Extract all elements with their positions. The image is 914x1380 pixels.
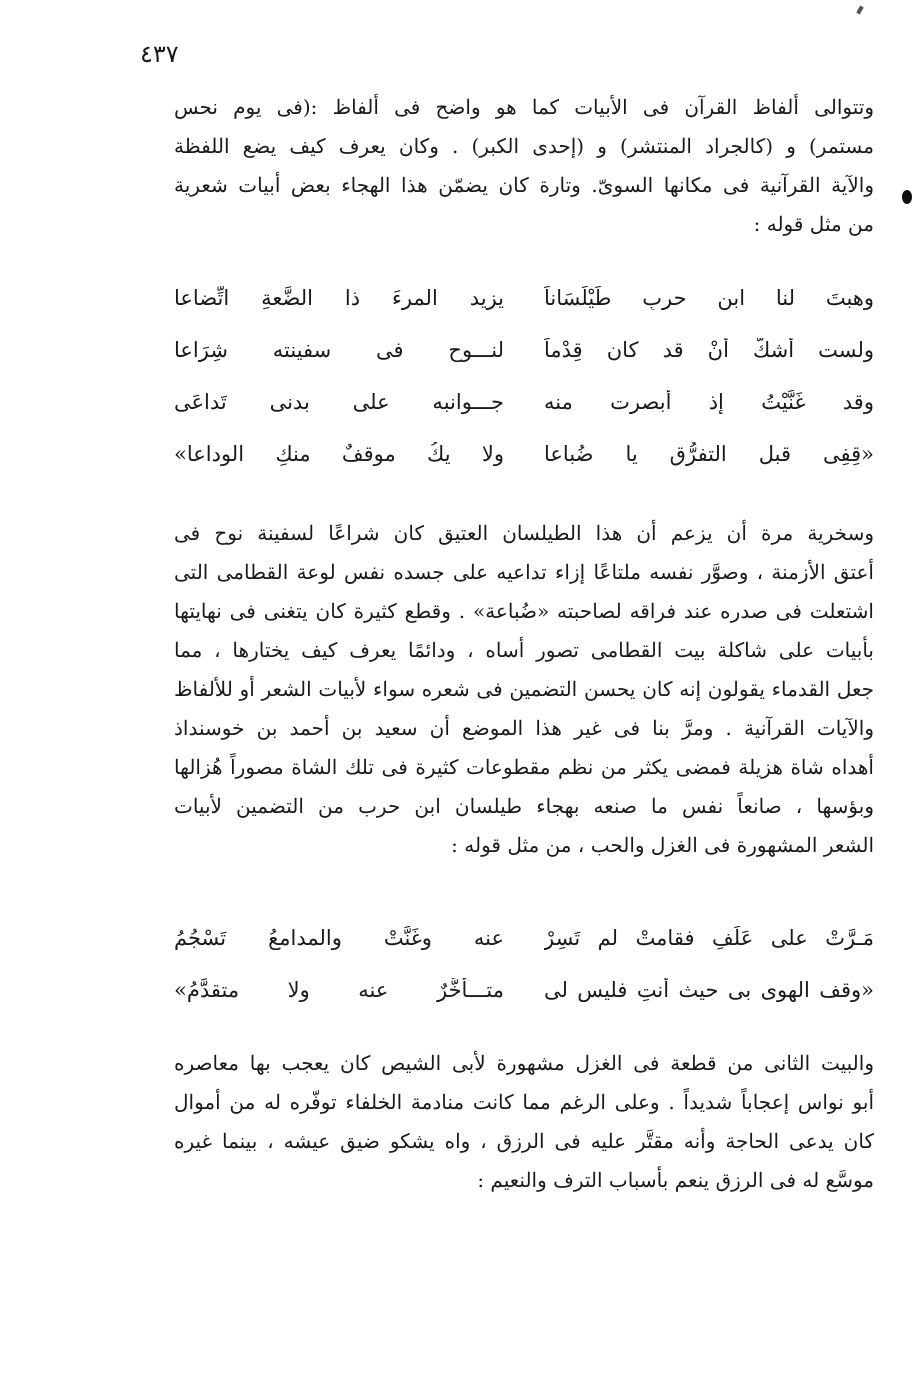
verse-first-hemistich: وقد غَنَّيْتُ إذ أبصرت منه bbox=[544, 390, 874, 414]
verse-block-1 bbox=[174, 272, 874, 480]
paragraph-2 bbox=[174, 514, 874, 865]
verse-second-hemistich: لنـــوحٍ فى سفينته شِرَاعا bbox=[174, 338, 504, 362]
text-line: جعل القدماء يقولون إنه كان يحسن التضمين فى شعره سواء لأبيات الشعر أو للألفاظ bbox=[174, 677, 874, 701]
text-line: وسخرية مرة أن يزعم أن هذا الطيلسان العتيق كان شراعًا لسفينة نوح فى bbox=[174, 521, 874, 545]
text-line: والبيت الثانى من قطعة فى الغزل مشهورة لأبى الشيص كان يعجب بها معاصره bbox=[174, 1051, 874, 1075]
verse-second-hemistich: عنه وغَنَّتْ والمدامعُ تَسْجُمُ bbox=[174, 926, 504, 950]
verse-second-hemistich: ولا يكُ موقفٌ منكِ الوداعا» bbox=[174, 442, 504, 466]
paragraph-1 bbox=[174, 88, 874, 244]
verse-first-hemistich: مَـرَّتْ على عَلَفٍ فقامتْ لم تَسِرْ bbox=[544, 926, 874, 950]
verse-second-hemistich: يزيد المرءَ ذا الضَّعةِ اتِّضاعا bbox=[174, 286, 504, 310]
text-line: كان يدعى الحاجة وأنه مقتَّر عليه فى الرزق ، واه يشكو ضيق عيشه ، بينما غيره bbox=[174, 1129, 874, 1153]
text-line: والآية القرآنية فى مكانها السوىّ. وتارة كان يضمّن هذا الهجاء بعض أبيات شعرية bbox=[174, 173, 874, 197]
text-line: أعتق الأزمنة ، وصوَّر نفسه ملتاعًا إزاء تداعيه على جسده نفس لوعة القطامى التى bbox=[174, 560, 874, 584]
verse-first-hemistich: ولست أشكُّ أنْ قد كان قِدْماً bbox=[544, 338, 874, 362]
text-line: أهداه شاة هزيلة فمضى يكثر من نظم مقطوعات كثيرة فى تلك الشاة مصوراً هُزالها bbox=[174, 755, 874, 779]
verse-second-hemistich: جـــوانبه على بدنى تَداعَى bbox=[174, 390, 504, 414]
text-line: الشعر المشهورة فى الغزل والحب ، من مثل قوله : bbox=[451, 833, 874, 857]
text-line: وبؤسها ، صانعاً نفس ما صنعه بهجاء طيلسان ابن حرب من التضمين لأبيات bbox=[174, 794, 874, 818]
text-line: مستمر) و (كالجراد المنتشر) و (إحدى الكبر) . وكان يعرف كيف يضع اللفظة bbox=[174, 134, 874, 158]
verse-line bbox=[174, 376, 874, 428]
verse-line bbox=[174, 324, 874, 376]
text-line: وتتوالى ألفاظ القرآن فى الأبيات كما هو واضح فى ألفاظ :(فى يوم نحس bbox=[174, 95, 874, 119]
verse-line bbox=[174, 964, 874, 1016]
text-line: اشتعلت فى صدره عند فراقه لصاحبته «ضُباعة» . وقطع كثيرة كان يتغنى فى نهايتها bbox=[174, 599, 874, 623]
text-line: أبو نواس إعجاباً شديداً . وعلى الرغم مما كانت منادمة الخلفاء توفّره له من أموال bbox=[174, 1090, 874, 1114]
page-number: ٤٣٧ bbox=[140, 40, 179, 68]
verse-line bbox=[174, 272, 874, 324]
margin-ink-dot bbox=[902, 190, 912, 204]
verse-block-2 bbox=[174, 912, 874, 1016]
verse-line bbox=[174, 428, 874, 480]
scan-mark bbox=[856, 6, 863, 15]
text-line: والآيات القرآنية . ومرَّ بنا فى غير هذا الموضع أن سعيد بن أحمد بن خوسنداذ bbox=[174, 716, 874, 740]
verse-line bbox=[174, 912, 874, 964]
verse-first-hemistich: «قِفِى قبل التفرُّق يا ضُباعا bbox=[544, 442, 874, 466]
verse-first-hemistich: وهبتَ لنا ابن حربٍ طَيْلَسَاناً bbox=[544, 286, 874, 310]
text-line: موسَّع له فى الرزق ينعم بأسباب الترف والنعيم : bbox=[477, 1168, 874, 1192]
verse-first-hemistich: «وقف الهوى بى حيث أنتِ فليس لى bbox=[544, 978, 874, 1002]
text-line: بأبيات على شاكلة بيت القطامى تصور أساه ، ودائمًا يعرف كيف يختارها ، مما bbox=[174, 638, 874, 662]
paragraph-3 bbox=[174, 1044, 874, 1200]
verse-second-hemistich: متـــأخَّرٌ عنه ولا متقدَّمُ» bbox=[174, 978, 504, 1002]
text-line: من مثل قوله : bbox=[753, 212, 874, 236]
